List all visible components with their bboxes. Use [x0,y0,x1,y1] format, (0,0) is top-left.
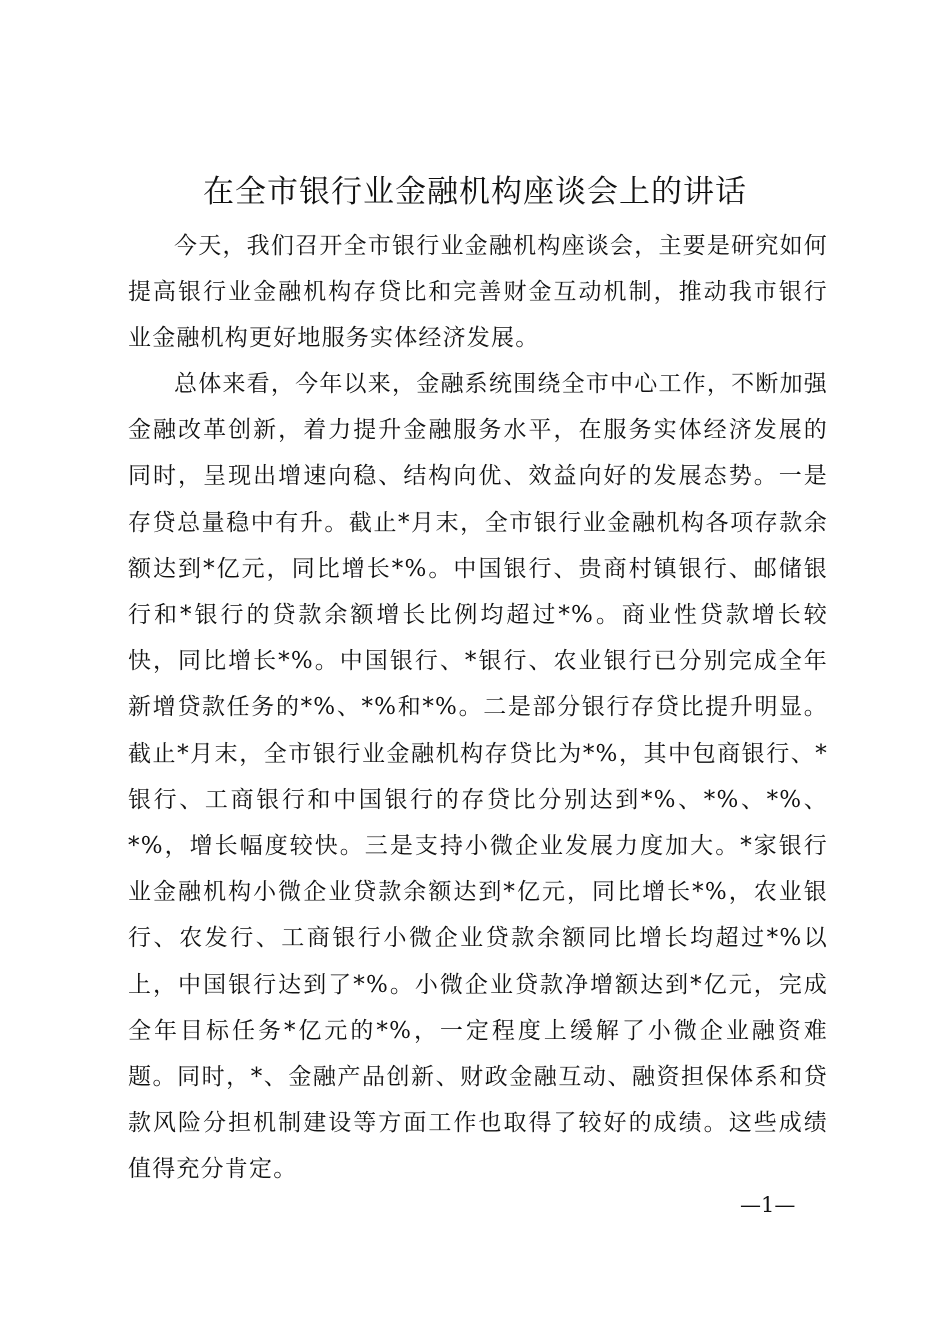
paragraph-overview: 总体来看，今年以来，金融系统围绕全市中心工作，不断加强金融改革创新，着力提升金融服务水平，在服务实体经济发展的同时，呈现出增速向稳、结构向优、效益向好的发展态势。一是存贷总量稳中有升。截止*月末，全市银行业金融机构各项存款余额达到*亿元，同比增长*%。中国银行、贵商村镇银行、邮储银行和*银行的贷款余额增长比例均超过*%。商业性贷款增长较快，同比增长*%。中国银行、*银行、农业银行已分别完成全年新增贷款任务的*%、*%和*%。二是部分银行存贷比提升明显。截止*月末，全市银行业金融机构存贷比为*%，其中包商银行、*银行、工商银行和中国银行的存贷比分别达到*%、*%、*%、*%，增长幅度较快。三是支持小微企业发展力度加大。*家银行业金融机构小微企业贷款余额达到*亿元，同比增长*%，农业银行、农发行、工商银行小微企业贷款余额同比增长均超过*%以上，中国银行达到了*%。小微企业贷款净增额达到*亿元，完成全年目标任务*亿元的*%，一定程度上缓解了小微企业融资难题。同时，*、金融产品创新、财政金融互动、融资担保体系和贷款风险分担机制建设等方面工作也取得了较好的成绩。这些成绩值得充分肯定。 [128,371,828,1183]
document-title: 在全市银行业金融机构座谈会上的讲话 [203,174,747,210]
paragraph-intro: 今天，我们召开全市银行业金融机构座谈会，主要是研究如何提高银行业金融机构存贷比和完善财金互动机制，推动我市银行业金融机构更好地服务实体经济发展。 [128,233,828,352]
page-number: —1— [740,1193,796,1217]
